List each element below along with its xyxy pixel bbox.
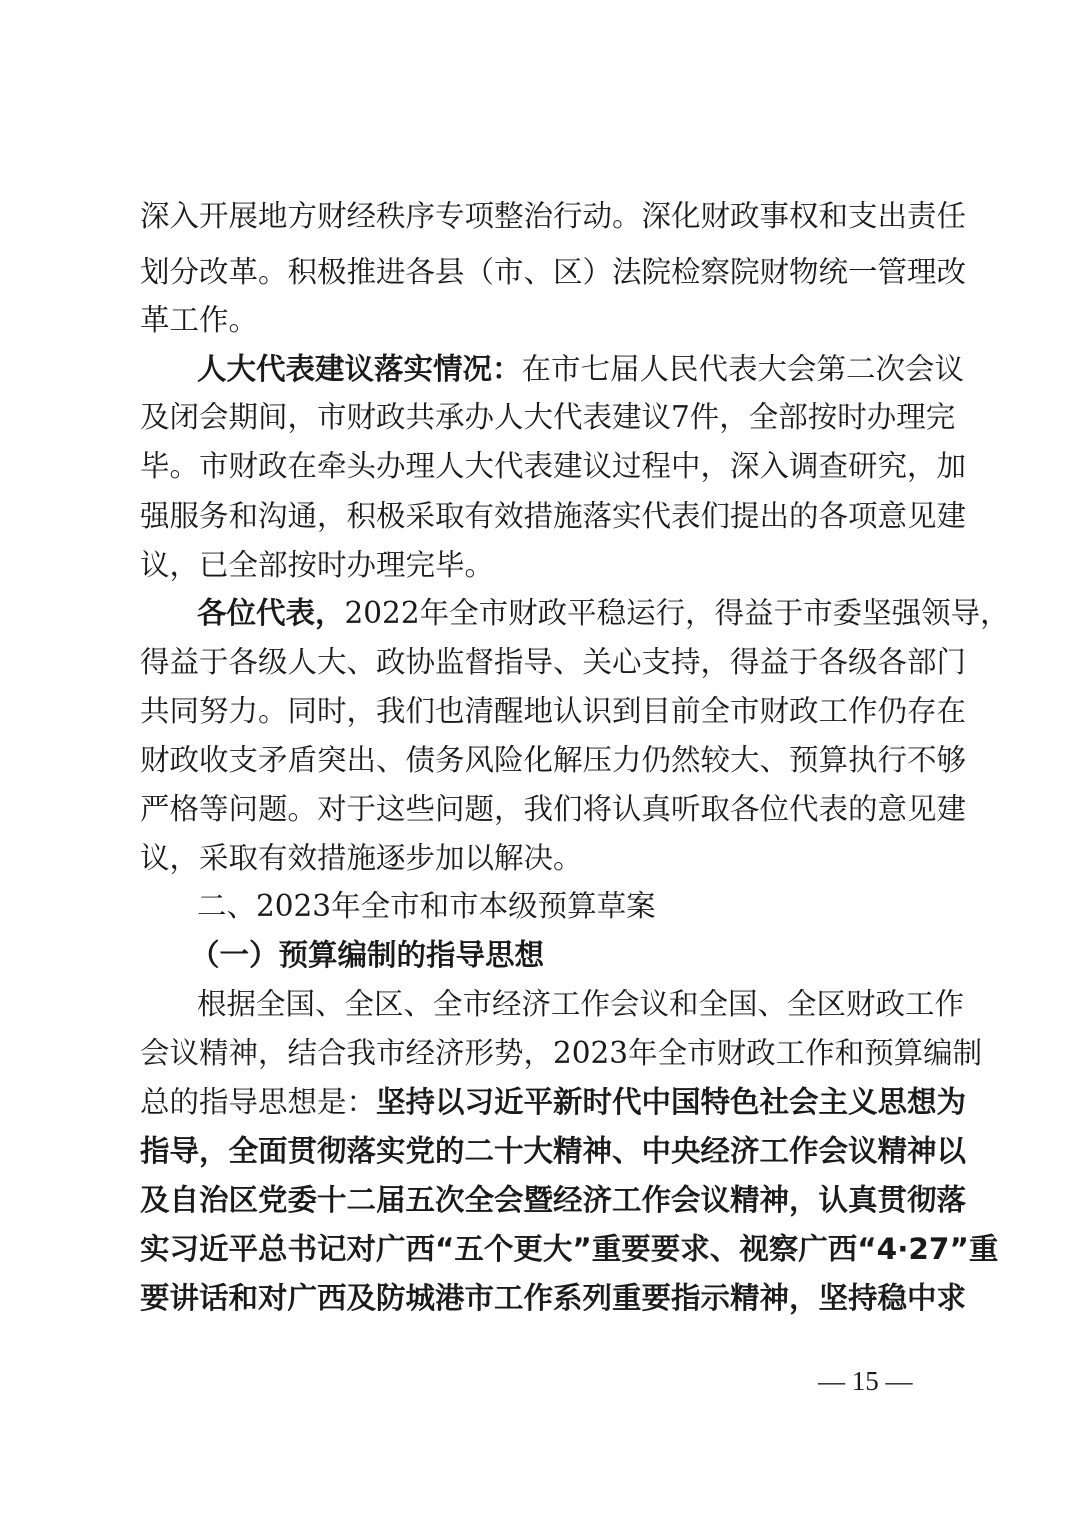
guideline-plain-text: 总的指导思想是： xyxy=(140,1085,377,1119)
body-text-line: 毕。市财政在牵头办理人大代表建议过程中，深入调查研究，加 xyxy=(140,449,967,483)
body-text-line: 深入开展地方财经秩序专项整治行动。深化财政事权和支出责任 xyxy=(140,199,967,233)
bold-text-line: 及自治区党委十二届五次全会暨经济工作会议精神，认真贯彻落 xyxy=(140,1183,967,1217)
paragraph-deputies-first-line xyxy=(197,585,1010,641)
section-heading: 二、2023年全市和市本级预算草案 xyxy=(197,889,656,923)
body-text-line: 根据全国、全区、全市经济工作会议和全国、全区财政工作 xyxy=(197,987,965,1021)
body-text-line: 共同努力。同时，我们也清醒地认识到目前全市财政工作仍存在 xyxy=(140,694,967,728)
body-text-line: 得益于各级人大、政协监督指导、关心支持，得益于各级各部门 xyxy=(140,645,967,679)
body-text-line: 议，已全部按时办理完毕。 xyxy=(140,548,495,582)
body-text-line: 强服务和沟通，积极采取有效措施落实代表们提出的各项意见建 xyxy=(140,499,967,533)
body-text-line: 及闭会期间，市财政共承办人大代表建议7件，全部按时办理完 xyxy=(140,400,956,434)
npc-lead-heading: 人大代表建议落实情况： xyxy=(197,352,522,386)
bold-text-line: 要讲话和对广西及防城港市工作系列重要指示精神，坚持稳中求 xyxy=(140,1281,967,1315)
guideline-mixed-line xyxy=(140,1074,967,1130)
body-text-line: 会议精神，结合我市经济形势，2023年全市财政工作和预算编制 xyxy=(140,1036,983,1070)
guideline-bold-text: 坚持以习近平新时代中国特色社会主义思想为 xyxy=(376,1085,967,1119)
deputies-lead-text: 2022年全市财政平稳运行，得益于市委坚强领导， xyxy=(344,596,1010,630)
bold-text-line: 指导，全面贯彻落实党的二十大精神、中央经济工作会议精神以 xyxy=(140,1134,967,1168)
page-number: — 15 — xyxy=(818,1366,913,1396)
body-text-line: 划分改革。积极推进各县（市、区）法院检察院财物统一管理改 xyxy=(140,255,967,289)
subsection-heading: （一）预算编制的指导思想 xyxy=(190,938,545,972)
body-text-line: 议，采取有效措施逐步加以解决。 xyxy=(140,841,583,875)
body-text-line: 革工作。 xyxy=(140,303,259,337)
bold-text-line: 实习近平总书记对广西“五个更大”重要要求、视察广西“4·27”重 xyxy=(140,1232,999,1266)
deputies-lead-heading: 各位代表， xyxy=(197,596,345,630)
body-text-line: 严格等问题。对于这些问题，我们将认真听取各位代表的意见建 xyxy=(140,792,967,826)
body-text-line: 财政收支矛盾突出、债务风险化解压力仍然较大、预算执行不够 xyxy=(140,743,967,777)
npc-lead-text: 在市七届人民代表大会第二次会议 xyxy=(521,352,965,386)
